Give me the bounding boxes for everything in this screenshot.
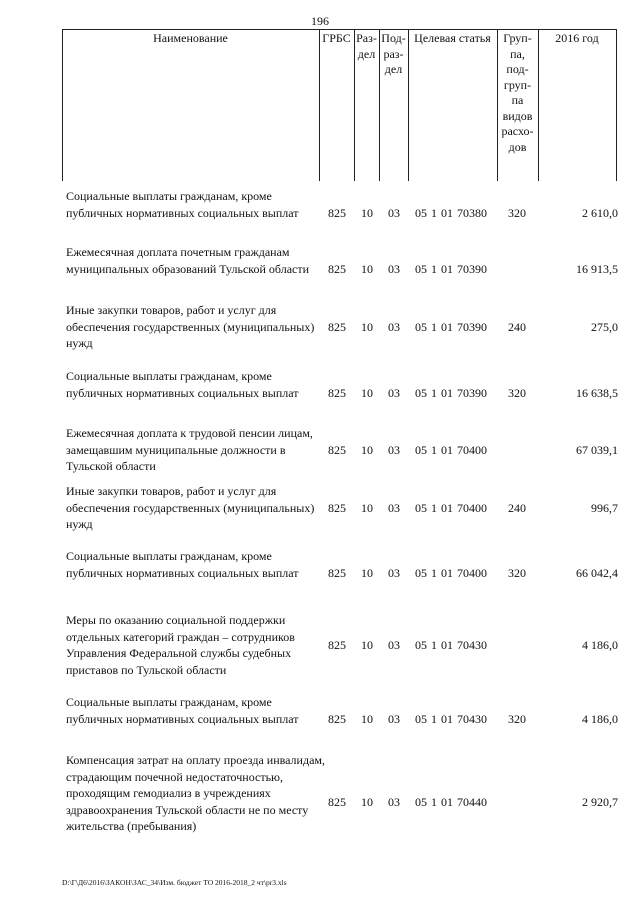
row-value: 275,0 bbox=[591, 319, 618, 334]
row-razdel: 10 bbox=[361, 565, 373, 580]
row-gruppa: 320 bbox=[508, 385, 526, 400]
row-value: 16 913,5 bbox=[576, 261, 618, 276]
row-podrazdel: 03 bbox=[388, 261, 400, 276]
row-name: Социальные выплаты гражданам, кроме публичных нормативных социальных выплат bbox=[66, 369, 299, 400]
row-podrazdel: 03 bbox=[388, 385, 400, 400]
row-name: Компенсация затрат на оплату проезда инвалидам, страдающим почечной недостаточностью, проходящим гемодиализ в учреждениях здравоохранения Тульской области не по месту жительства (пребывания) bbox=[66, 753, 325, 833]
row-podrazdel: 03 bbox=[388, 442, 400, 457]
row-value: 16 638,5 bbox=[576, 385, 618, 400]
row-name: Иные закупки товаров, работ и услуг для обеспечения государственных (муниципальных) нужд bbox=[66, 484, 315, 531]
row-podrazdel: 03 bbox=[388, 319, 400, 334]
row-razdel: 10 bbox=[361, 794, 373, 809]
row-value: 2 610,0 bbox=[582, 205, 618, 220]
header-year: 2016 год bbox=[555, 31, 599, 45]
header-divider bbox=[319, 29, 320, 181]
row-celevaya-statya: 05 1 01 70430 bbox=[415, 638, 487, 652]
row-grbs: 825 bbox=[328, 385, 346, 400]
row-celevaya-statya: 05 1 01 70390 bbox=[415, 319, 487, 334]
row-celevaya-statya: 05 1 01 70400 bbox=[415, 500, 487, 515]
header-razdel: Раз- дел bbox=[356, 31, 377, 61]
header-name: Наименование bbox=[153, 31, 228, 45]
header-divider bbox=[616, 29, 617, 181]
page-number: 196 bbox=[311, 14, 329, 28]
row-grbs: 825 bbox=[328, 500, 346, 515]
row-grbs: 825 bbox=[328, 261, 346, 276]
row-podrazdel: 03 bbox=[388, 794, 400, 809]
row-razdel: 10 bbox=[361, 500, 373, 515]
row-celevaya-statya: 05 1 01 70400 bbox=[415, 565, 487, 580]
row-value: 67 039,1 bbox=[576, 442, 618, 457]
row-gruppa: 240 bbox=[508, 500, 526, 515]
row-name: Ежемесячная доплата почетным гражданам муниципальных образований Тульской области bbox=[66, 245, 310, 276]
row-grbs: 825 bbox=[328, 205, 346, 220]
row-value: 2 920,7 bbox=[582, 794, 618, 809]
row-value: 66 042,4 bbox=[576, 565, 618, 580]
row-celevaya-statya: 05 1 01 70430 bbox=[415, 711, 487, 726]
header-divider bbox=[62, 29, 63, 181]
row-celevaya-statya: 05 1 01 70390 bbox=[415, 385, 487, 400]
row-value: 996,7 bbox=[591, 500, 618, 515]
row-name: Социальные выплаты гражданам, кроме публичных нормативных социальных выплат bbox=[66, 549, 299, 580]
row-value: 4 186,0 bbox=[582, 638, 618, 652]
row-gruppa: 240 bbox=[508, 319, 526, 334]
row-razdel: 10 bbox=[361, 261, 373, 276]
header-gruppa: Груп- па, под- груп- па видов расхо- дов bbox=[501, 31, 534, 154]
row-razdel: 10 bbox=[361, 711, 373, 726]
row-podrazdel: 03 bbox=[388, 711, 400, 726]
header-celevaya-statya: Целевая статья bbox=[414, 31, 491, 45]
row-gruppa: 320 bbox=[508, 205, 526, 220]
row-razdel: 10 bbox=[361, 638, 373, 652]
row-name: Социальные выплаты гражданам, кроме публичных нормативных социальных выплат bbox=[66, 189, 299, 220]
row-razdel: 10 bbox=[361, 385, 373, 400]
row-podrazdel: 03 bbox=[388, 500, 400, 515]
header-podrazdel: Под- раз- дел bbox=[381, 31, 406, 76]
row-grbs: 825 bbox=[328, 565, 346, 580]
row-name: Ежемесячная доплата к трудовой пенсии лицам, замещавшим муниципальные должности в Тульской области bbox=[66, 426, 313, 473]
row-grbs: 825 bbox=[328, 711, 346, 726]
file-path-footer: D:\Г\Д6\2016\ЗАКОН\ЗАС_34\Изм. бюджет ТО 2016-2018_2 чт\pr3.xls bbox=[62, 878, 287, 887]
row-gruppa: 320 bbox=[508, 565, 526, 580]
row-razdel: 10 bbox=[361, 442, 373, 457]
row-name: Меры по оказанию социальной поддержки отдельных категорий граждан – сотрудников Управления Федеральной службы судебных приставов по Тульской области bbox=[66, 613, 295, 677]
row-grbs: 825 bbox=[328, 319, 346, 334]
row-celevaya-statya: 05 1 01 70380 bbox=[415, 205, 487, 220]
row-podrazdel: 03 bbox=[388, 565, 400, 580]
row-name: Социальные выплаты гражданам, кроме публичных нормативных социальных выплат bbox=[66, 695, 299, 726]
row-podrazdel: 03 bbox=[388, 638, 400, 652]
row-razdel: 10 bbox=[361, 319, 373, 334]
header-divider bbox=[408, 29, 409, 181]
row-celevaya-statya: 05 1 01 70440 bbox=[415, 794, 487, 809]
row-razdel: 10 bbox=[361, 205, 373, 220]
row-celevaya-statya: 05 1 01 70400 bbox=[415, 442, 487, 457]
row-gruppa: 320 bbox=[508, 711, 526, 726]
row-celevaya-statya: 05 1 01 70390 bbox=[415, 261, 487, 276]
row-name: Иные закупки товаров, работ и услуг для обеспечения государственных (муниципальных) нужд bbox=[66, 303, 315, 350]
row-value: 4 186,0 bbox=[582, 711, 618, 726]
header-divider bbox=[538, 29, 539, 181]
row-grbs: 825 bbox=[328, 794, 346, 809]
row-podrazdel: 03 bbox=[388, 205, 400, 220]
row-grbs: 825 bbox=[328, 638, 346, 652]
row-grbs: 825 bbox=[328, 442, 346, 457]
header-grbs: ГРБС bbox=[322, 31, 351, 45]
